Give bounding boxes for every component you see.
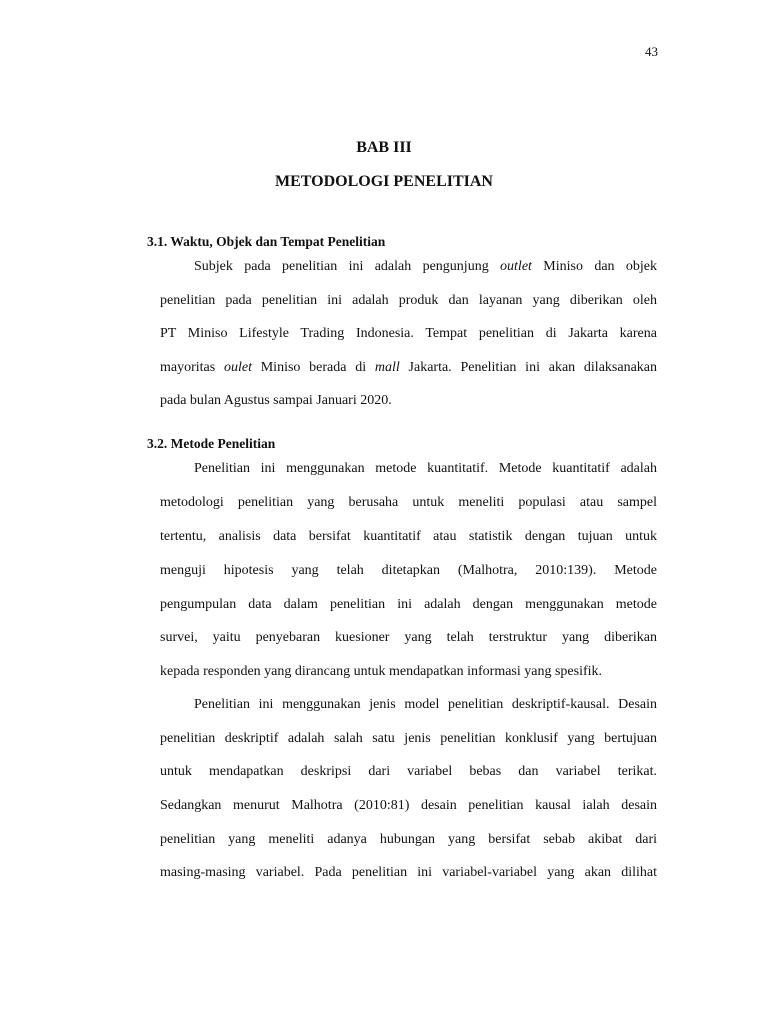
- paragraph-line: Penelitian ini menggunakan jenis model penelitian deskriptif-kausal. Desain: [194, 697, 657, 712]
- chapter-title: METODOLOGI PENELITIAN: [275, 173, 493, 190]
- paragraph-line: Subjek pada penelitian ini adalah pengunjung outlet Miniso dan objek: [194, 259, 657, 274]
- paragraph-line: Penelitian ini menggunakan metode kuantitatif. Metode kuantitatif adalah: [194, 461, 657, 476]
- paragraph-line: untuk mendapatkan deskripsi dari variabel bebas dan variabel terikat.: [160, 764, 657, 779]
- paragraph-line: penelitian pada penelitian ini adalah produk dan layanan yang diberikan oleh: [160, 293, 657, 308]
- page-number: 43: [645, 44, 658, 59]
- paragraph-line: penelitian yang meneliti adanya hubungan yang bersifat sebab akibat dari: [160, 832, 657, 847]
- italic-term: outlet: [500, 259, 532, 274]
- paragraph-line: kepada responden yang dirancang untuk mendapatkan informasi yang spesifik.: [160, 664, 603, 679]
- paragraph-line: pengumpulan data dalam penelitian ini adalah dengan menggunakan metode: [160, 597, 657, 612]
- paragraph-line: PT Miniso Lifestyle Trading Indonesia. Tempat penelitian di Jakarta karena: [160, 326, 657, 341]
- paragraph-line: Sedangkan menurut Malhotra (2010:81) desain penelitian kausal ialah desain: [160, 798, 657, 813]
- paragraph-line: survei, yaitu penyebaran kuesioner yang telah terstruktur yang diberikan: [160, 630, 657, 645]
- paragraph-line: menguji hipotesis yang telah ditetapkan (Malhotra, 2010:139). Metode: [160, 563, 657, 578]
- paragraph-line: metodologi penelitian yang berusaha untuk meneliti populasi atau sampel: [160, 495, 657, 510]
- paragraph-line: penelitian deskriptif adalah salah satu jenis penelitian konklusif yang bertujuan: [160, 731, 657, 746]
- paragraph-line: pada bulan Agustus sampai Januari 2020.: [160, 393, 392, 408]
- chapter-label: BAB III: [356, 139, 412, 156]
- paragraph-line: masing-masing variabel. Pada penelitian ini variabel-variabel yang akan dilihat: [160, 865, 657, 880]
- italic-term: oulet: [223, 360, 252, 375]
- italic-term: mall: [374, 360, 400, 375]
- paragraph-line: mayoritas oulet Miniso berada di mall Jakarta. Penelitian ini akan dilaksanakan: [160, 360, 657, 375]
- paragraph-line: tertentu, analisis data bersifat kuantitatif atau statistik dengan tujuan untuk: [160, 529, 657, 544]
- section-heading: 3.1. Waktu, Objek dan Tempat Penelitian: [147, 234, 386, 249]
- section-heading: 3.2. Metode Penelitian: [147, 436, 276, 451]
